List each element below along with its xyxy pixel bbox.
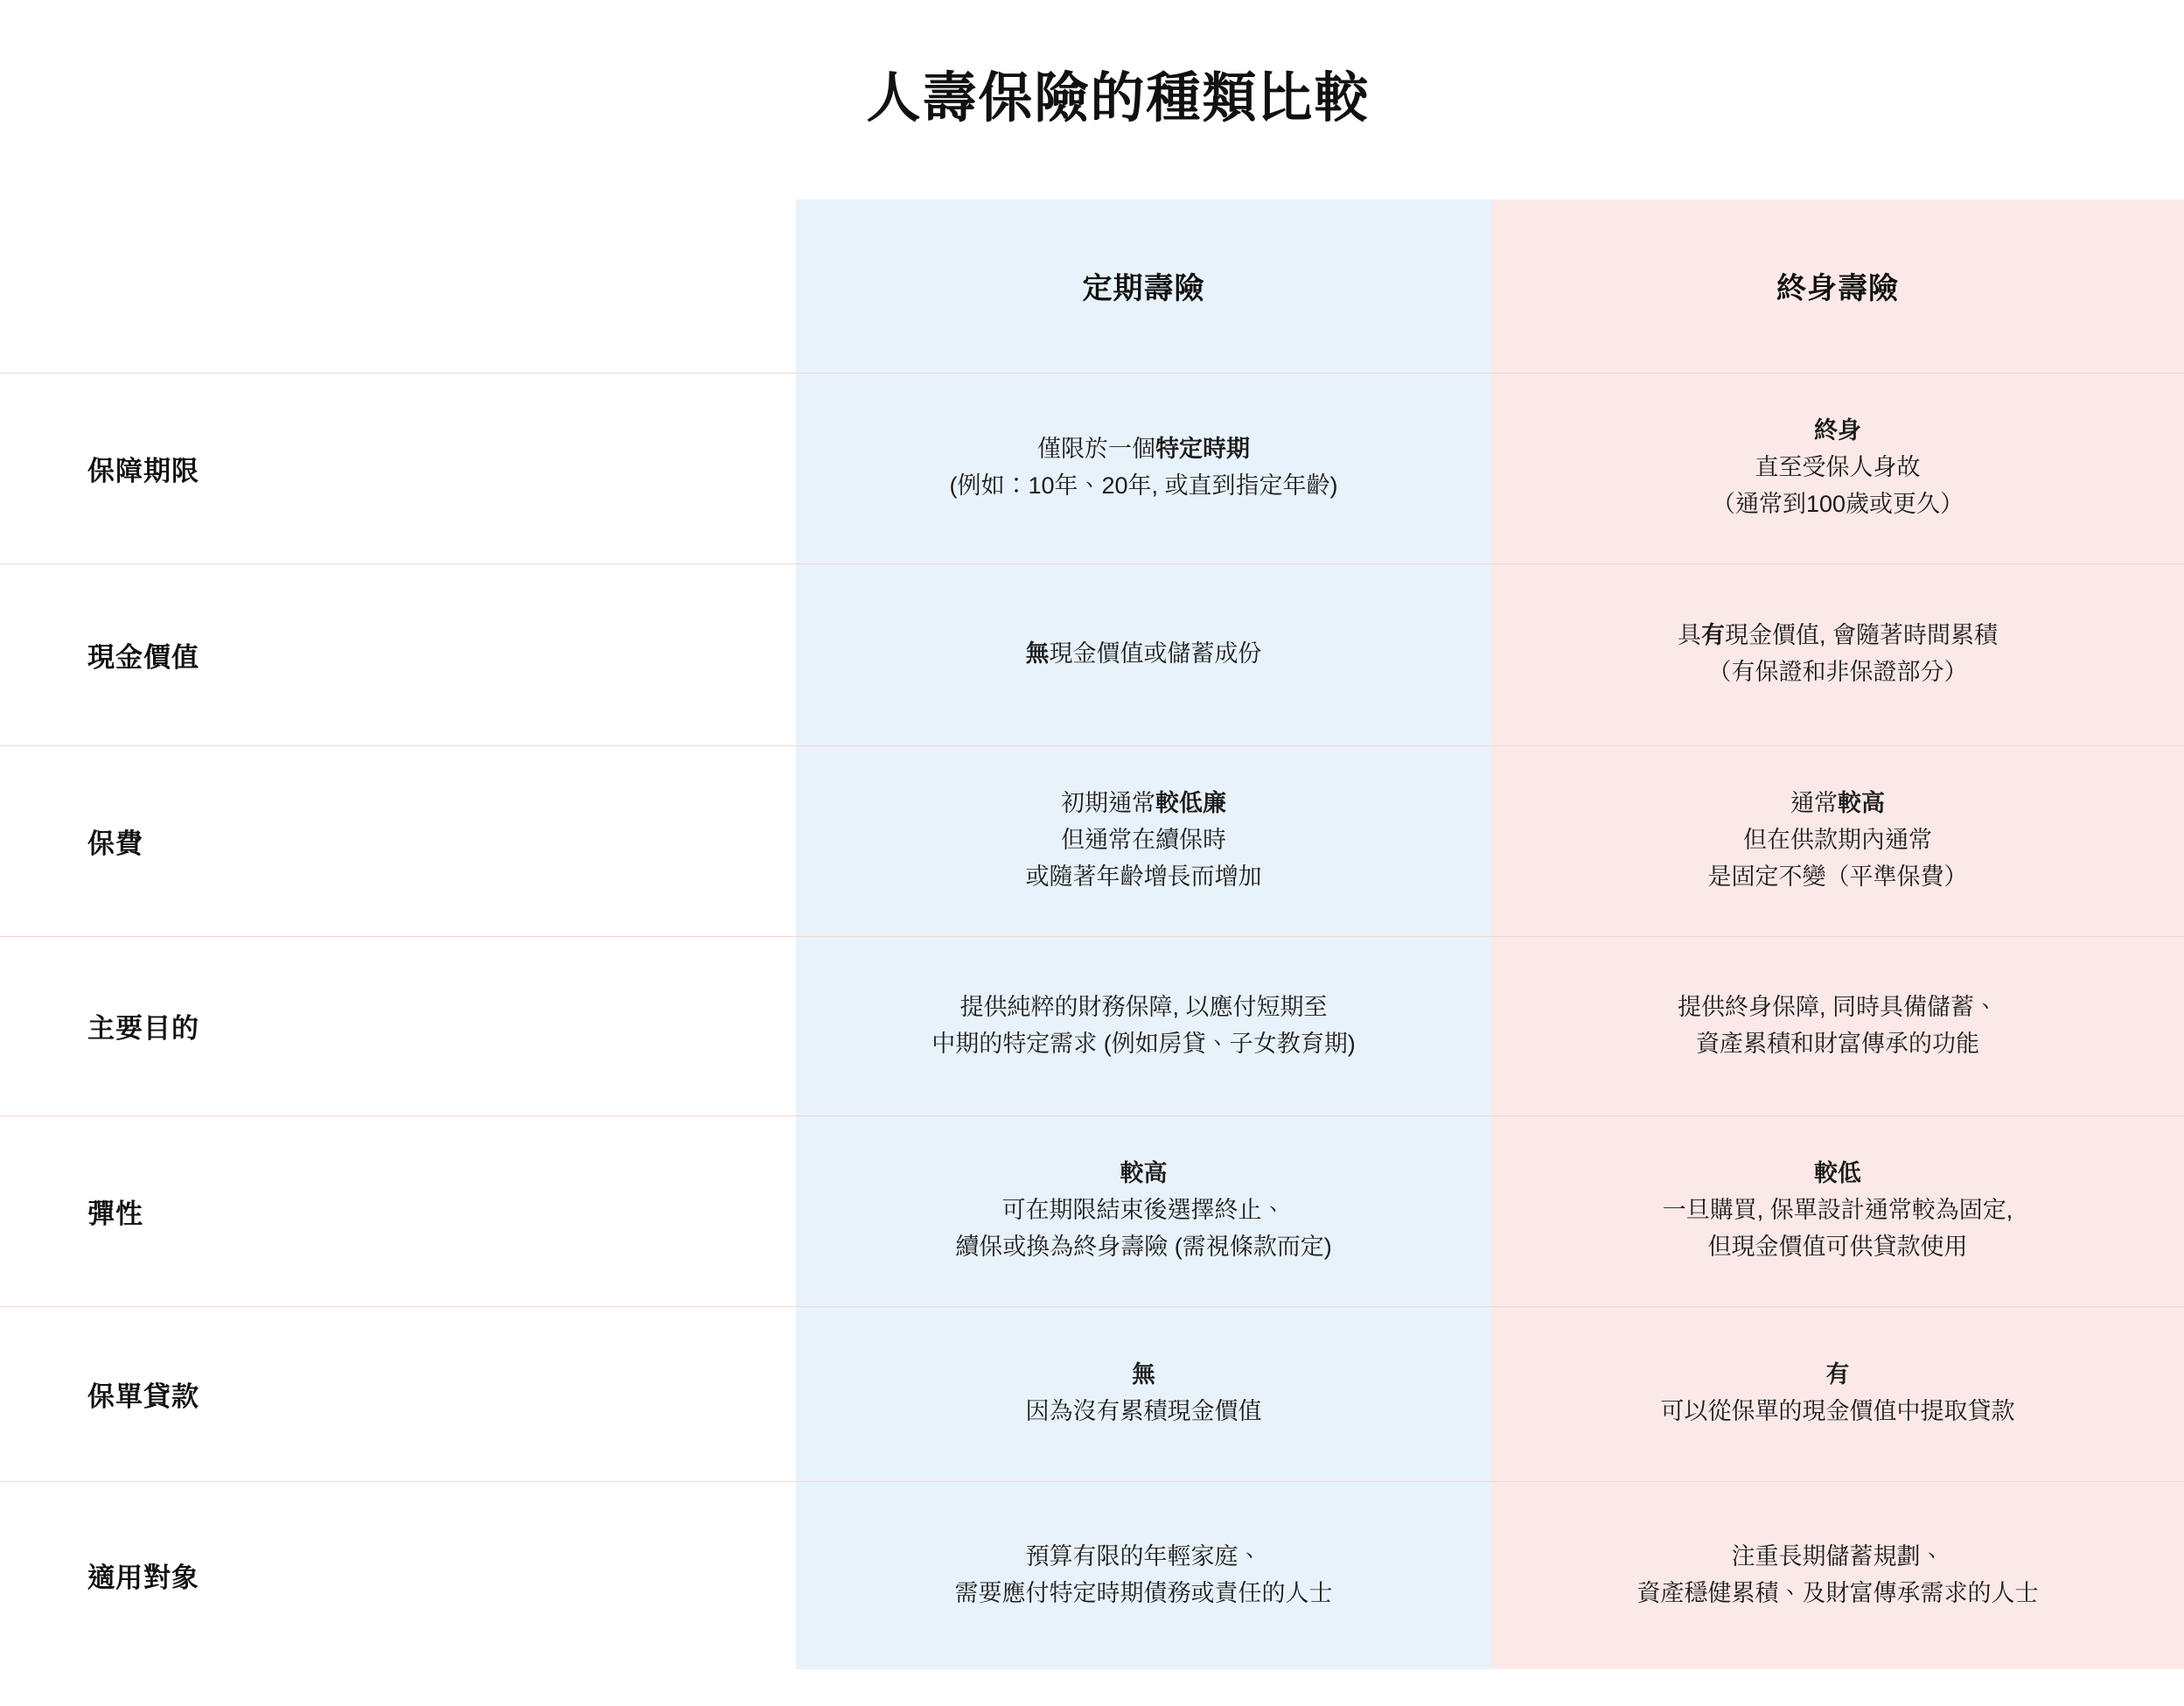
cell-line: 僅限於一個特定時期 <box>1037 436 1250 463</box>
table-row <box>0 1115 2184 1306</box>
cell-whole-life <box>1491 1481 2184 1669</box>
cell-line: 資產穩健累積、及財富傳承需求的人士 <box>1636 1579 2039 1606</box>
cell-whole-life <box>1491 1115 2184 1306</box>
table-row <box>0 563 2184 745</box>
cell-term-life <box>796 1481 1491 1669</box>
header-cell-whole-life: 終身壽險 <box>1491 199 2184 373</box>
row-label: 現金價值 <box>0 563 796 745</box>
cell-line: 無 <box>1132 1361 1155 1388</box>
cell-line: 初期通常較低廉 <box>1061 790 1226 817</box>
cell-line: 資產累積和財富傳承的功能 <box>1696 1030 1979 1057</box>
cell-line: 可在期限結束後選擇終止、 <box>1001 1197 1286 1224</box>
cell-line: 中期的特定需求 (例如房貸、子女教育期) <box>932 1030 1356 1057</box>
cell-line: 有 <box>1825 1361 1850 1388</box>
cell-line: （通常到100歲或更久） <box>1711 490 1964 517</box>
cell-line: 一旦購買, 保單設計通常較為固定, <box>1662 1197 2013 1224</box>
cell-line: 通常較高 <box>1790 790 1885 817</box>
row-label: 主要目的 <box>0 936 796 1115</box>
cell-whole-life <box>1491 563 2184 745</box>
cell-line: 可以從保單的現金價值中提取貸款 <box>1660 1398 2015 1424</box>
cell-whole-life <box>1491 745 2184 936</box>
table-row <box>0 745 2184 936</box>
cell-term-life <box>796 563 1491 745</box>
cell-line: 預算有限的年輕家庭、 <box>1025 1542 1262 1570</box>
cell-term-life <box>796 936 1491 1115</box>
table-row <box>0 936 2184 1115</box>
comparison-table-container <box>0 199 2184 1669</box>
table-header <box>0 199 2184 373</box>
table-body <box>0 373 2184 1669</box>
cell-line: （有保證和非保證部分） <box>1707 659 1968 685</box>
cell-line: 但在供款期內通常 <box>1743 827 1932 854</box>
cell-line: 注重長期儲蓄規劃、 <box>1731 1542 1944 1570</box>
table-header-row <box>0 199 2184 373</box>
cell-line: 直至受保人身故 <box>1755 454 1921 481</box>
cell-term-life <box>796 373 1491 563</box>
cell-term-life <box>796 745 1491 936</box>
row-label: 彈性 <box>0 1115 796 1306</box>
cell-line: 提供純粹的財務保障, 以應付短期至 <box>959 993 1328 1020</box>
comparison-table <box>0 199 2184 1669</box>
header-cell-blank <box>0 199 796 373</box>
row-label: 適用對象 <box>0 1481 796 1669</box>
cell-line: 是固定不變（平準保費） <box>1707 863 1968 890</box>
cell-line: 因為沒有累積現金價值 <box>1025 1398 1262 1424</box>
cell-line: (例如：10年、20年, 或直到指定年齡) <box>949 472 1338 499</box>
table-row <box>0 1306 2184 1481</box>
cell-line: 或隨著年齡增長而增加 <box>1025 863 1262 890</box>
cell-line: 較高 <box>1120 1160 1168 1187</box>
cell-line: 提供終身保障, 同時具備儲蓄、 <box>1677 993 1998 1020</box>
cell-term-life <box>796 1115 1491 1306</box>
cell-line: 較低 <box>1814 1160 1861 1187</box>
row-label: 保費 <box>0 745 796 936</box>
table-row <box>0 1481 2184 1669</box>
table-row <box>0 373 2184 563</box>
cell-line: 但現金價值可供貸款使用 <box>1707 1233 1968 1260</box>
cell-line: 具有現金價值, 會隨著時間累積 <box>1677 622 1998 649</box>
cell-line: 需要應付特定時期債務或責任的人士 <box>954 1579 1333 1606</box>
cell-line: 無現金價值或儲蓄成份 <box>1025 640 1262 668</box>
row-label: 保單貸款 <box>0 1306 796 1481</box>
cell-whole-life <box>1491 1306 2184 1481</box>
header-cell-term-life: 定期壽險 <box>796 199 1491 373</box>
cell-line: 終身 <box>1814 417 1861 444</box>
cell-whole-life <box>1491 373 2184 563</box>
cell-line: 但通常在續保時 <box>1061 827 1226 854</box>
row-label: 保障期限 <box>0 373 796 563</box>
cell-whole-life <box>1491 936 2184 1115</box>
cell-line: 續保或換為終身壽險 (需視條款而定) <box>955 1233 1332 1260</box>
page-title: 人壽保險的種類比較 <box>866 68 1371 129</box>
cell-term-life <box>796 1306 1491 1481</box>
